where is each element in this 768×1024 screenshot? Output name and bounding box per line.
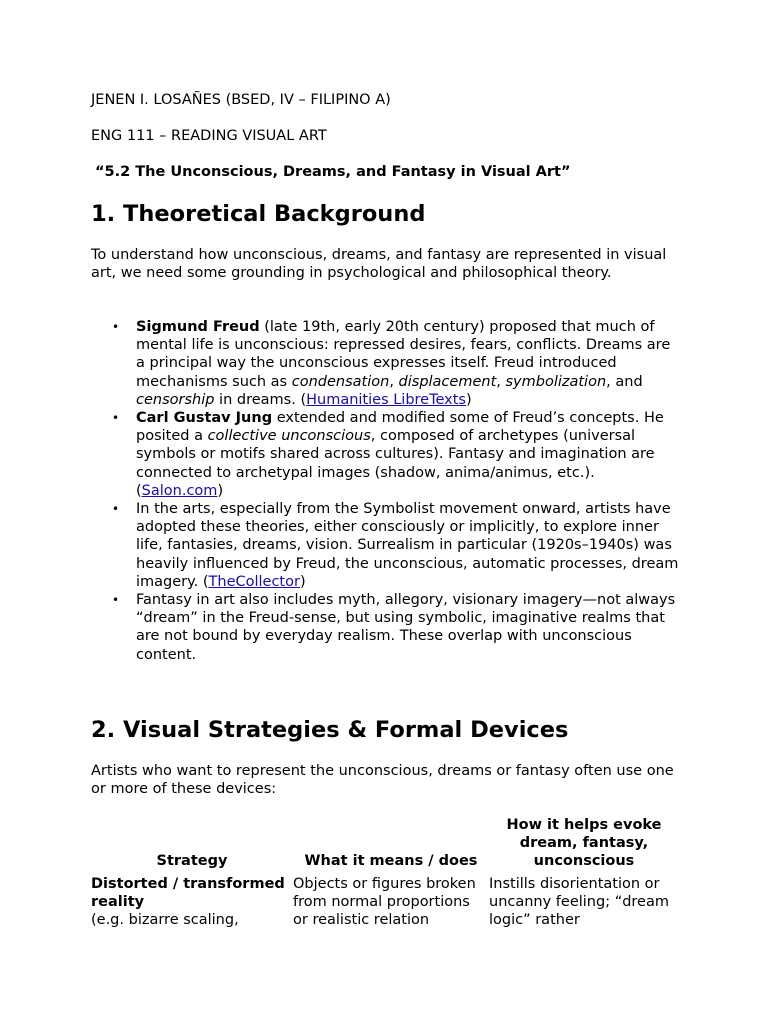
- course-line: ENG 111 – READING VISUAL ART: [91, 128, 327, 144]
- bullet-text: , and: [606, 373, 643, 390]
- table-row: [91, 875, 679, 930]
- bullet-text: In the arts, especially from the Symbolist movement onward, artists have adopted these theories, either consciously or implicitly, to explore inner life, fantasies, dreams, vision. Surrealism in particular (1920s–1940s) was heavily influenced by Freud, the unconscious, automatic processes, dream imagery. (: [136, 501, 679, 590]
- column-header-what-it-means: What it means / does: [304, 853, 478, 870]
- bullet-dot-icon: •: [112, 320, 120, 334]
- bullet-text: ): [466, 391, 472, 408]
- table-cell-strategy: [91, 875, 293, 930]
- table-header-row: [91, 816, 679, 875]
- theory-bullet-list: [91, 318, 681, 664]
- bullet-text: ): [217, 482, 224, 499]
- author-line: JENEN I. LOSAÑES (BSED, IV – FILIPINO A): [91, 92, 391, 108]
- table-cell-means: Objects or figures broken from normal proportions or realistic relation: [293, 875, 476, 929]
- bullet-text: , composed of archetypes (universal symbols or motifs shared across cultures). Fantasy and imagination are connected to archetypal images (shadow, anima/animus, etc.). (: [136, 428, 655, 499]
- bullet-text: ,: [496, 373, 506, 390]
- bullet-text: extended and modified some of Freud’s concepts. He posited a: [136, 410, 664, 445]
- strategy-name: Distorted / transformed reality: [91, 875, 285, 910]
- document-title: “5.2 The Unconscious, Dreams, and Fantasy in Visual Art”: [95, 164, 571, 180]
- bullet-dot-icon: •: [112, 593, 120, 608]
- bullet-emphasis: censorship: [136, 391, 215, 408]
- bullet-jung-name: Carl Gustav Jung: [136, 410, 273, 427]
- devices-table: [91, 816, 679, 929]
- strategy-detail: (e.g. bizarre scaling,: [91, 912, 239, 929]
- bullet-text: in dreams. (: [214, 391, 307, 408]
- section2-intro: Artists who want to represent the unconscious, dreams or fantasy often use one or more of these devices:: [91, 763, 674, 798]
- bullet-freud-name: Sigmund Freud: [136, 319, 260, 335]
- bullet-freud: [91, 318, 681, 409]
- table-cell-helps: Instills disorientation or uncanny feeling; “dream logic” rather: [489, 875, 669, 929]
- bullet-arts: [91, 500, 681, 591]
- bullet-text: (late 19th, early 20th century) proposed that much of mental life is unconscious: repressed desires, fears, conflicts. Dreams are a principal way the unconscious expresses itself. Freud introduced mechanisms such as: [136, 319, 671, 390]
- section-heading-theoretical-background: 1. Theoretical Background: [91, 201, 426, 227]
- bullet-text: ): [299, 573, 306, 590]
- bullet-emphasis: condensation: [291, 373, 390, 390]
- link-thecollector[interactable]: TheCollector: [208, 573, 300, 590]
- bullet-jung: [91, 409, 681, 500]
- section1-intro: To understand how unconscious, dreams, and fantasy are represented in visual art, we need some grounding in psychological and philosophical theory.: [91, 247, 667, 282]
- link-salon[interactable]: Salon.com: [141, 482, 218, 499]
- bullet-dot-icon: •: [112, 502, 120, 517]
- bullet-text: ,: [389, 373, 399, 390]
- bullet-emphasis: collective unconscious: [207, 428, 371, 445]
- bullet-emphasis: displacement: [398, 373, 497, 390]
- section-heading-visual-strategies: 2. Visual Strategies & Formal Devices: [91, 717, 569, 743]
- bullet-emphasis: symbolization: [505, 373, 607, 390]
- bullet-dot-icon: •: [112, 411, 120, 426]
- column-header-how-it-helps: How it helps evoke dream, fantasy, unconscious: [506, 817, 662, 870]
- link-humanities-libretexts[interactable]: Humanities LibreTexts: [306, 391, 466, 408]
- column-header-strategy: Strategy: [156, 853, 228, 870]
- bullet-text: Fantasy in art also includes myth, allegory, visionary imagery—not always “dream” in the Freud-sense, but using symbolic, imaginative realms that are not bound by everyday realism. These overlap with unconscious content.: [136, 592, 676, 663]
- bullet-fantasy: [91, 591, 681, 664]
